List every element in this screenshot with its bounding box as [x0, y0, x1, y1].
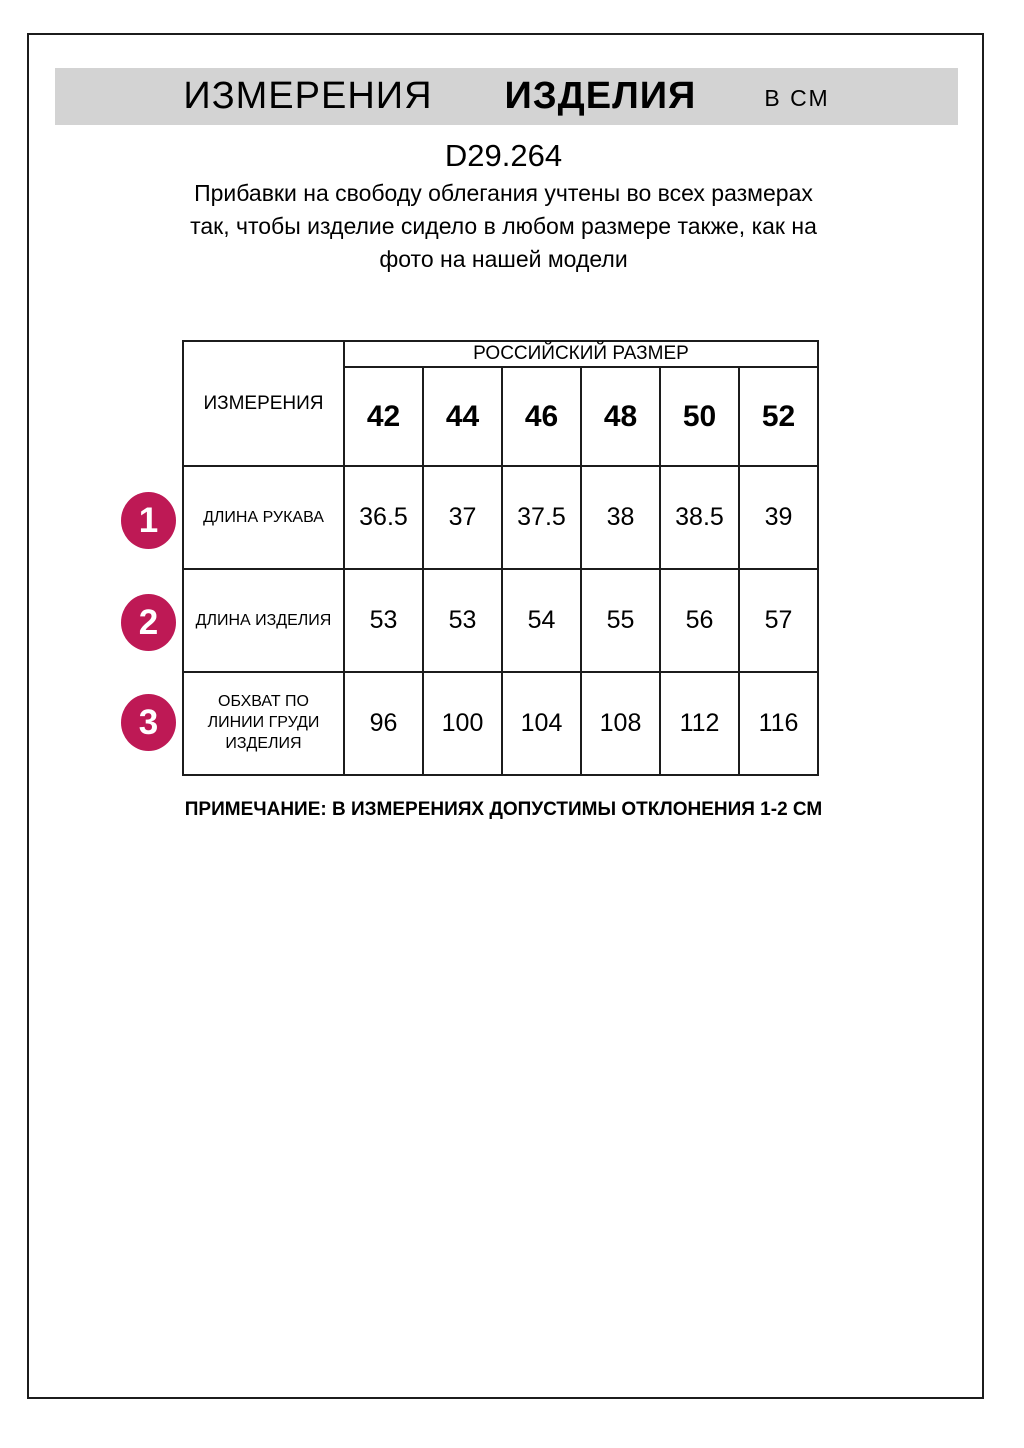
row-marker-2-badge: 2	[121, 594, 176, 651]
size-header-50: 50	[660, 367, 739, 466]
title-bar	[55, 68, 958, 125]
title-measurements: ИЗМЕРЕНИЯ	[183, 75, 433, 117]
value-cell: 36.5	[344, 466, 423, 569]
title-units: В СМ	[764, 85, 830, 111]
size-table	[182, 340, 819, 776]
row-marker-3-badge: 3	[121, 694, 176, 751]
row-label-chest-girth: ОБХВАТ ПО ЛИНИИ ГРУДИ ИЗДЕЛИЯ	[183, 672, 344, 775]
value-cell: 96	[344, 672, 423, 775]
size-header-46: 46	[502, 367, 581, 466]
value-cell: 53	[344, 569, 423, 672]
value-cell: 104	[502, 672, 581, 775]
row-label-product-length: ДЛИНА ИЗДЕЛИЯ	[183, 569, 344, 672]
value-cell: 54	[502, 569, 581, 672]
value-cell: 38	[581, 466, 660, 569]
value-cell: 56	[660, 569, 739, 672]
size-group-header-cell: РОССИЙСКИЙ РАЗМЕР	[344, 341, 818, 367]
value-cell: 112	[660, 672, 739, 775]
product-description	[27, 177, 980, 276]
description-line-2: так, чтобы изделие сидело в любом размере также, как на	[190, 213, 817, 239]
value-cell: 116	[739, 672, 818, 775]
value-cell: 55	[581, 569, 660, 672]
table-row-chest-girth	[183, 672, 818, 775]
value-cell: 53	[423, 569, 502, 672]
description-line-3: фото на нашей модели	[379, 246, 628, 272]
tolerance-note: ПРИМЕЧАНИЕ: В ИЗМЕРЕНИЯХ ДОПУСТИМЫ ОТКЛОНЕНИЯ 1-2 СМ	[184, 799, 823, 820]
table-row-sleeve-length	[183, 466, 818, 569]
value-cell: 39	[739, 466, 818, 569]
value-cell: 38.5	[660, 466, 739, 569]
value-cell: 37.5	[502, 466, 581, 569]
size-header-52: 52	[739, 367, 818, 466]
table-row-product-length	[183, 569, 818, 672]
size-header-42: 42	[344, 367, 423, 466]
measurements-header-cell: ИЗМЕРЕНИЯ	[183, 341, 344, 466]
row-marker-1-badge: 1	[121, 492, 176, 549]
size-header-44: 44	[423, 367, 502, 466]
value-cell: 57	[739, 569, 818, 672]
size-header-48: 48	[581, 367, 660, 466]
description-line-1: Прибавки на свободу облегания учтены во всех размерах	[194, 180, 813, 206]
model-code: D29.264	[444, 138, 563, 173]
value-cell: 108	[581, 672, 660, 775]
title-product: ИЗДЕЛИЯ	[504, 75, 697, 117]
value-cell: 100	[423, 672, 502, 775]
value-cell: 37	[423, 466, 502, 569]
row-label-sleeve-length: ДЛИНА РУКАВА	[183, 466, 344, 569]
